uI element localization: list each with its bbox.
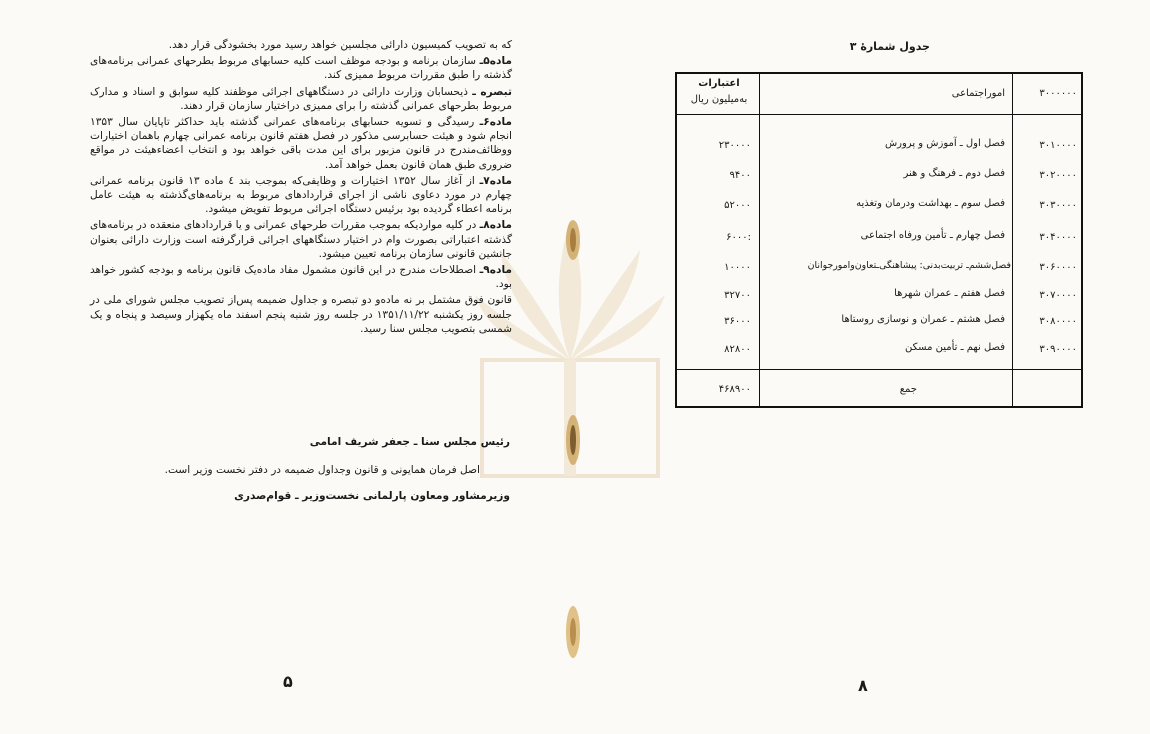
row-amount: ۱۰۰۰۰ xyxy=(724,262,751,273)
paragraph: ماده۶ـ رسیدگی و تسویه حسابهای برنامه‌های عمرانی گذشته باید حداکثر تاپایان سال ۱۳۵۳ انجام شود و هیئت حسابرسی مذکور در فصل هفتم قانون برنامه عمرانی چهارم باهمان اختیارات ووظائف‌مندرج در قانون مزبور برای این مدت باقی خواهد بود و انتخاب اعضاءهیئت در مواقع ضروری طبق همان قانون بعمل خواهد آمد. xyxy=(90,116,512,171)
pm-signature: وزیرمشاور ومعاون پارلمانی نخست‌وزیر ـ قوام‌صدری xyxy=(234,490,510,502)
law-text xyxy=(90,38,512,338)
row-label: فصل هشتم ـ عمران و نوسازی روستاها xyxy=(841,314,1005,325)
row-label: فصل‌ششم‌ـ تربیت‌بدنی: پیشاهنگی‌ـتعاون‌وامورجوانان xyxy=(807,260,1011,271)
paragraph: ماده۵ـ سازمان برنامه و بودجه موظف است کلیه حسابهای مربوط بطرحهای عمرانی برنامه‌های گذشته را طبق مقررات مربوط ممیزی کند. xyxy=(90,55,512,82)
row-code: ۳۰۸۰۰۰۰ xyxy=(1039,316,1077,327)
row-amount: ۳۶۰۰۰ xyxy=(724,316,751,327)
row-label: فصل سوم ـ بهداشت ودرمان وتغذیه xyxy=(856,198,1005,209)
fold-stain xyxy=(560,602,586,662)
row-amount: ۲۳۰۰۰۰ xyxy=(718,140,751,151)
row-code: ۳۰۹۰۰۰۰ xyxy=(1039,344,1077,355)
row-amount: ۹۴۰۰ xyxy=(729,170,751,181)
row-code: ۳۰۳۰۰۰۰ xyxy=(1039,200,1077,211)
amount-header-title: اعتبارات xyxy=(698,78,740,89)
row-label: فصل دوم ـ فرهنگ و هنر xyxy=(903,168,1005,179)
row-code: ۳۰۴۰۰۰۰ xyxy=(1039,232,1077,243)
amount-header-unit: به‌میلیون ریال xyxy=(690,94,748,105)
budget-table xyxy=(675,72,1083,408)
row-label: فصل هفتم ـ عمران شهرها xyxy=(894,288,1005,299)
row-code: ۳۰۶۰۰۰۰ xyxy=(1039,262,1077,273)
row-amount: ۵۲۰۰۰ xyxy=(724,200,751,211)
row-amount: ۶۰۰۰: xyxy=(726,232,751,243)
header-label: اموراجتماعی xyxy=(951,88,1005,99)
total-amount: ۴۶۸۹۰۰ xyxy=(718,384,751,395)
paragraph: تبصره ـ ذیحسابان وزارت دارائی در دستگاههای اجرائی موظفند کلیه سوابق و اسناد و مدارک مربوط بطرحهای عمرانی گذشته را برای ممیزی دراختیار سازمان قرار دهند. xyxy=(90,85,512,112)
row-amount: ۳۲۷۰۰ xyxy=(724,290,751,301)
paragraph: که به تصویب کمیسیون دارائی مجلسین خواهد رسید مورد بخشودگی قرار دهد. xyxy=(168,39,512,51)
row-label: فصل چهارم ـ تأمین ورفاه اجتماعی xyxy=(860,230,1005,241)
senate-signature: رئیس مجلس سنا ـ جعفر شریف امامی xyxy=(309,436,510,448)
row-amount: ۸۲۸۰۰ xyxy=(724,344,751,355)
row-code: ۳۰۱۰۰۰۰ xyxy=(1039,140,1077,151)
paragraph: ماده۹ـ اصطلاحات مندرج در این قانون مشمول مفاد ماده‌یک قانون برنامه و بودجه کشور خواهد بود. xyxy=(90,264,512,291)
page-number-right: ۸ xyxy=(858,676,868,695)
fold-stain xyxy=(560,215,586,265)
table-title: جدول شمارهٔ ۳ xyxy=(849,40,930,53)
original-note: اصل فرمان همایونی و قانون وجداول ضمیمه در دفتر نخست وزیر است. xyxy=(164,464,480,476)
row-label: فصل اول ـ آموزش و پرورش xyxy=(884,138,1005,149)
header-code: ۳۰۰۰۰۰۰ xyxy=(1039,88,1077,99)
row-label: فصل نهم ـ تأمین مسکن xyxy=(905,342,1005,353)
row-code: ۳۰۷۰۰۰۰ xyxy=(1039,290,1077,301)
row-code: ۳۰۲۰۰۰۰ xyxy=(1039,170,1077,181)
total-label: جمع xyxy=(899,384,917,395)
page-number-left: ۵ xyxy=(283,672,293,691)
paragraph: قانون فوق مشتمل بر نه ماده‌و دو تبصره و جداول ضمیمه پس‌از تصویب مجلس شورای ملی در جلسه روز یکشنبه ۱۳۵۱/۱۱/۲۲ در جلسه روز شنبه پنجم اسفند ماه یکهزار وسیصد و پنجاه و یک شمسی بتصویب مجلس سنا رسید. xyxy=(90,294,512,335)
paragraph: ماده۸ـ در کلیه مواردیکه بموجب مقررات طرحهای عمرانی و یا قراردادهای منعقده در برنامه‌های گذشته اعتباراتی بصورت وام در اختیار دستگاههای اجرائی قرارگرفته است وزارت دارائی بعنوان جانشین قانونی سازمان برنامه تعیین میشود. xyxy=(90,219,512,260)
paragraph: ماده۷ـ از آغاز سال ۱۳۵۲ اختیارات و وظایفی‌که بموجب بند ٤ ماده ۱۳ قانون برنامه عمرانی چهارم در مورد دعاوی ناشی از اجرای قراردادهای مربوط به برنامه‌های‌گذشته به هیئت عامل برنامه اعطاء گردیده بود برئیس دستگاه اجرائی مربوط تفویض میشود. xyxy=(90,174,512,216)
fold-stain xyxy=(560,410,586,470)
